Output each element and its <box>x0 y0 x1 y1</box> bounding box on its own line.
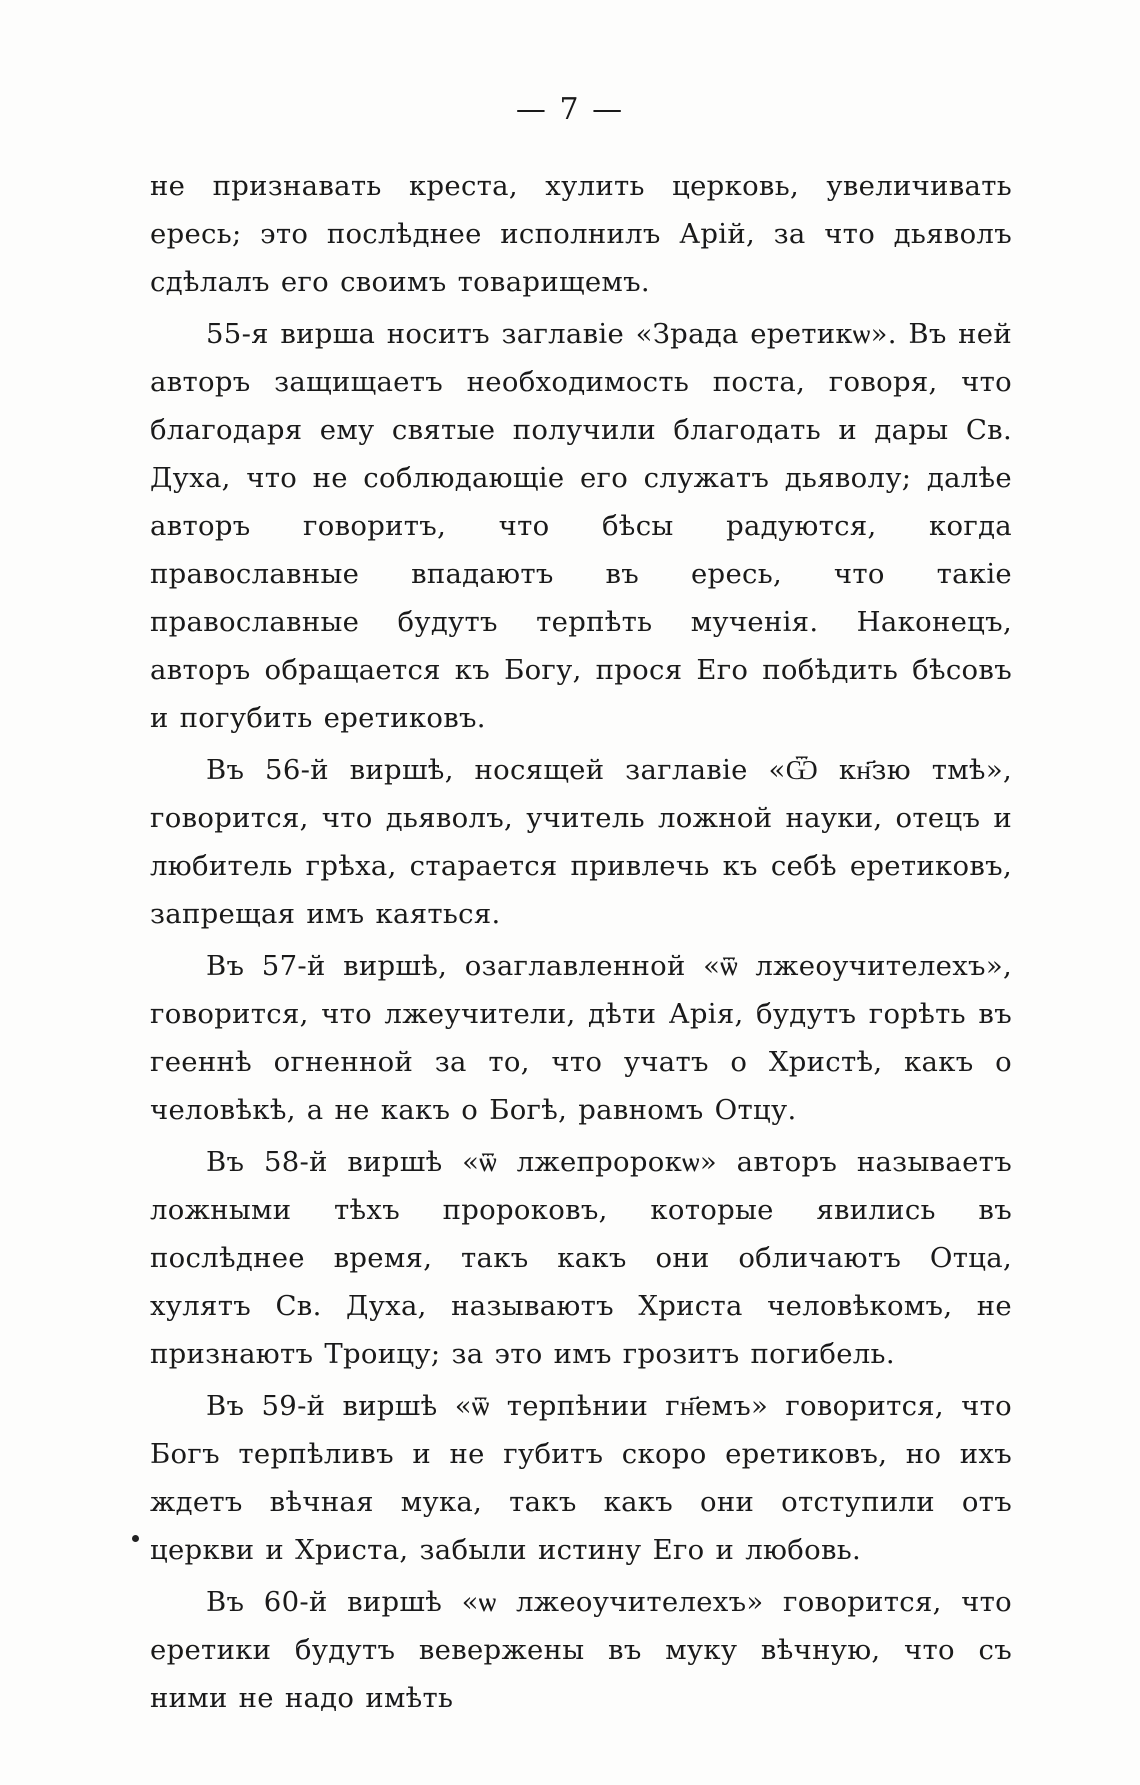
page-number: — 7 — <box>515 92 625 127</box>
paragraph-verse-55: 55-я вирша носитъ заглавіе «Зрада еретикѡ». Въ ней авторъ защищаетъ необходимость поста, говоря, что благодаря ему святые получили благодать и дары Св. Духа, что не соблюдающіе его служатъ дьяволу; далѣе авторъ говоритъ, что бѣсы радуются, когда православные впадаютъ въ ересь, что такіе православные будутъ терпѣть мученія. Наконецъ, авторъ обращается къ Богу, прося Его побѣдить бѣсовъ и погубить еретиковъ. <box>150 318 1012 734</box>
paragraph-verse-58: Въ 58-й виршѣ «ѿ лжепророкѡ» авторъ называетъ ложными тѣхъ пророковъ, которые явились въ послѣднее время, такъ какъ они обличаютъ Отца, хулятъ Св. Духа, называютъ Христа человѣкомъ, не признаютъ Троицу; за это имъ грозитъ погибель. <box>150 1146 1012 1370</box>
paragraph-verse-59: Въ 59-й виршѣ «ѿ терпѣнии гн҃емъ» говорится, что Богъ терпѣливъ и не губитъ скоро еретиковъ, но ихъ ждетъ вѣчная мука, такъ какъ они отступили отъ церкви и Христа, забыли истину Его и любовь. <box>150 1390 1012 1566</box>
paragraph-verse-57: Въ 57-й виршѣ, озаглавленной «ѿ лжеоучителехъ», говорится, что лжеучители, дѣти Арія, будутъ горѣть въ геeннѣ огненной за то, что учатъ о Христѣ, какъ о человѣкѣ, а не какъ о Богѣ, равномъ Отцу. <box>150 950 1012 1126</box>
margin-ink-dot <box>132 1535 139 1542</box>
paragraph-verse-60: Въ 60-й виршѣ «ѡ лжеоучителехъ» говорится, что еретики будутъ вевержены въ муку вѣчную, что съ ними не надо имѣть <box>150 1586 1012 1714</box>
body-text <box>150 162 1012 1724</box>
paragraph-continuation: не признавать креста, хулить церковь, увеличивать ересь; это послѣднее исполнилъ Арій, за что дьяволъ сдѣлалъ его своимъ товарищемъ. <box>150 170 1012 298</box>
paragraph-verse-56: Въ 56-й виршѣ, носящей заглавіе «Ѿ кн҃зю тмѣ», говорится, что дьяволъ, учитель ложной науки, отецъ и любитель грѣха, старается привлечь къ себѣ еретиковъ, запрещая имъ каяться. <box>150 754 1012 930</box>
